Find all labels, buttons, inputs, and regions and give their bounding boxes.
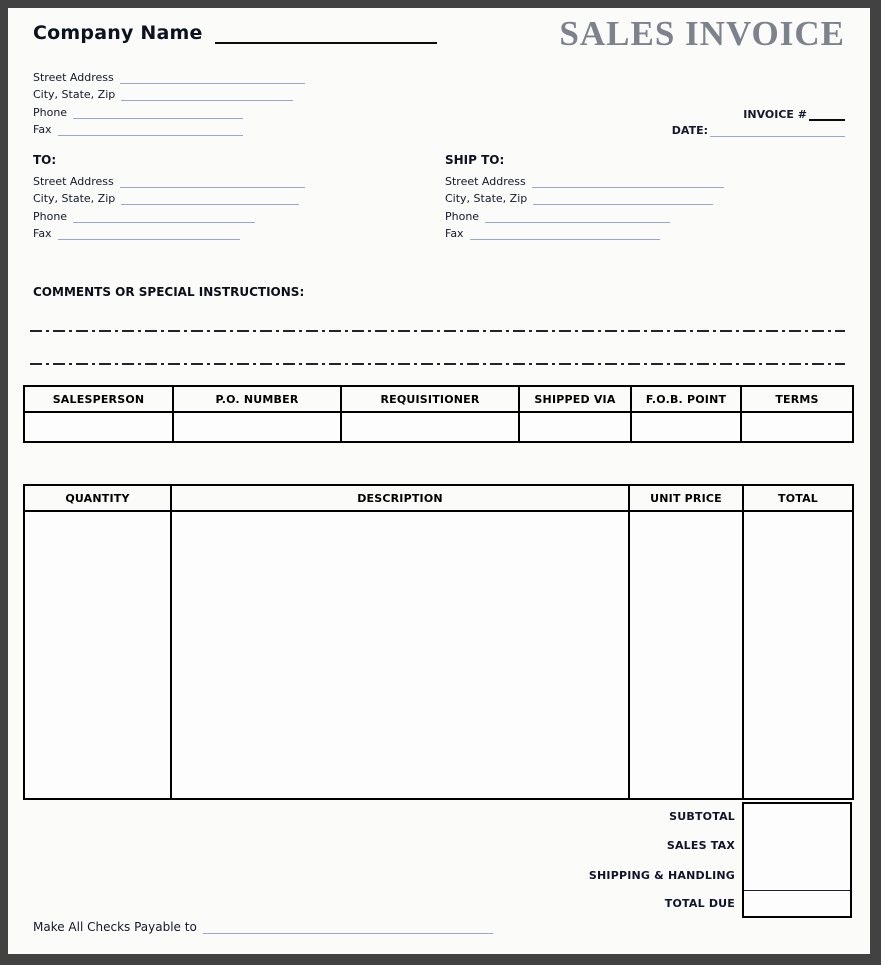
company-name-fill-line[interactable] — [215, 28, 437, 44]
order-cell-terms[interactable] — [741, 412, 853, 442]
bill-to-phone-row — [33, 205, 305, 223]
order-header-terms: TERMS — [741, 386, 853, 412]
bill-to-city-label: City, State, Zip — [33, 192, 116, 205]
items-cell-quantity[interactable] — [24, 511, 171, 799]
order-cell-shipped-via[interactable] — [519, 412, 631, 442]
invoice-date-fill-line[interactable] — [710, 123, 845, 137]
company-phone-fill-line[interactable] — [73, 105, 243, 119]
order-cell-po-number[interactable] — [173, 412, 341, 442]
bill-to-city-row — [33, 188, 305, 206]
order-header-fob-point: F.O.B. POINT — [631, 386, 741, 412]
bill-to-street-row — [33, 170, 305, 188]
items-cell-unit-price[interactable] — [629, 511, 743, 799]
total-due-divider — [744, 890, 850, 891]
page-title: SALES INVOICE — [559, 14, 845, 53]
company-fax-label: Fax — [33, 123, 52, 136]
order-header-requisitioner: REQUISITIONER — [341, 386, 519, 412]
shipping-handling-label: SHIPPING & HANDLING — [588, 868, 735, 882]
items-header-unit-price: UNIT PRICE — [629, 485, 743, 511]
company-fax-fill-line[interactable] — [58, 122, 243, 136]
order-header-shipped-via: SHIPPED VIA — [519, 386, 631, 412]
checks-payable-row — [33, 920, 493, 934]
bill-to-block — [33, 153, 305, 240]
items-header-quantity: QUANTITY — [24, 485, 171, 511]
company-street-row — [33, 66, 305, 84]
order-cell-fob-point[interactable] — [631, 412, 741, 442]
checks-payable-label: Make All Checks Payable to — [33, 920, 197, 934]
bill-to-street-fill-line[interactable] — [120, 174, 305, 188]
company-address-block — [33, 66, 305, 136]
line-items-table — [23, 484, 854, 800]
company-header — [33, 22, 437, 44]
bill-to-fax-label: Fax — [33, 227, 52, 240]
ship-to-fax-row — [445, 223, 724, 241]
ship-to-fax-fill-line[interactable] — [470, 226, 660, 240]
totals-labels — [23, 802, 735, 918]
company-city-row — [33, 84, 305, 102]
bill-to-fax-fill-line[interactable] — [58, 226, 240, 240]
invoice-number-fill-line[interactable] — [809, 108, 845, 121]
bill-to-fax-row — [33, 223, 305, 241]
ship-to-city-row — [445, 188, 724, 206]
ship-to-street-fill-line[interactable] — [532, 174, 724, 188]
invoice-number-row — [743, 108, 845, 121]
bill-to-phone-fill-line[interactable] — [73, 209, 255, 223]
order-info-header-row — [24, 386, 853, 412]
company-phone-row — [33, 101, 305, 119]
bill-to-heading: TO: — [33, 153, 57, 167]
items-cell-description[interactable] — [171, 511, 629, 799]
invoice-date-label: DATE: — [671, 124, 708, 137]
ship-to-street-row — [445, 170, 724, 188]
ship-to-phone-fill-line[interactable] — [485, 209, 670, 223]
order-cell-salesperson[interactable] — [24, 412, 173, 442]
invoice-date-row — [672, 123, 845, 137]
company-street-fill-line[interactable] — [120, 70, 305, 84]
ship-to-fax-label: Fax — [445, 227, 464, 240]
checks-payable-fill-line[interactable] — [203, 920, 493, 934]
order-header-po-number: P.O. NUMBER — [173, 386, 341, 412]
comments-fill-line-1[interactable] — [30, 330, 845, 332]
comments-fill-line-2[interactable] — [30, 363, 845, 365]
order-cell-requisitioner[interactable] — [341, 412, 519, 442]
company-city-label: City, State, Zip — [33, 88, 116, 101]
order-info-value-row — [24, 412, 853, 442]
items-cell-total[interactable] — [743, 511, 853, 799]
ship-to-phone-label: Phone — [445, 209, 480, 223]
company-phone-label: Phone — [33, 105, 68, 119]
ship-to-heading: SHIP TO: — [445, 153, 505, 167]
bill-to-phone-label: Phone — [33, 209, 68, 223]
company-street-label: Street Address — [33, 70, 114, 84]
company-name-label: Company Name — [33, 22, 203, 44]
bill-to-city-fill-line[interactable] — [121, 191, 299, 205]
ship-to-street-label: Street Address — [445, 174, 526, 188]
comments-heading: COMMENTS OR SPECIAL INSTRUCTIONS: — [33, 285, 305, 299]
total-due-label: TOTAL DUE — [664, 897, 735, 911]
invoice-number-label: INVOICE # — [743, 108, 807, 121]
items-body-row — [24, 511, 853, 799]
items-header-total: TOTAL — [743, 485, 853, 511]
sales-tax-label: SALES TAX — [666, 839, 735, 853]
items-header-description: DESCRIPTION — [171, 485, 629, 511]
items-header-row — [24, 485, 853, 511]
company-fax-row — [33, 119, 305, 137]
ship-to-city-label: City, State, Zip — [445, 192, 528, 205]
subtotal-label: SUBTOTAL — [669, 810, 735, 824]
ship-to-block — [445, 153, 724, 240]
bill-to-street-label: Street Address — [33, 174, 114, 188]
ship-to-city-fill-line[interactable] — [533, 191, 713, 205]
company-city-fill-line[interactable] — [121, 87, 293, 101]
totals-amount-box[interactable] — [742, 802, 852, 918]
ship-to-phone-row — [445, 205, 724, 223]
order-header-salesperson: SALESPERSON — [24, 386, 173, 412]
order-info-table — [23, 385, 854, 443]
totals-section — [23, 802, 852, 918]
